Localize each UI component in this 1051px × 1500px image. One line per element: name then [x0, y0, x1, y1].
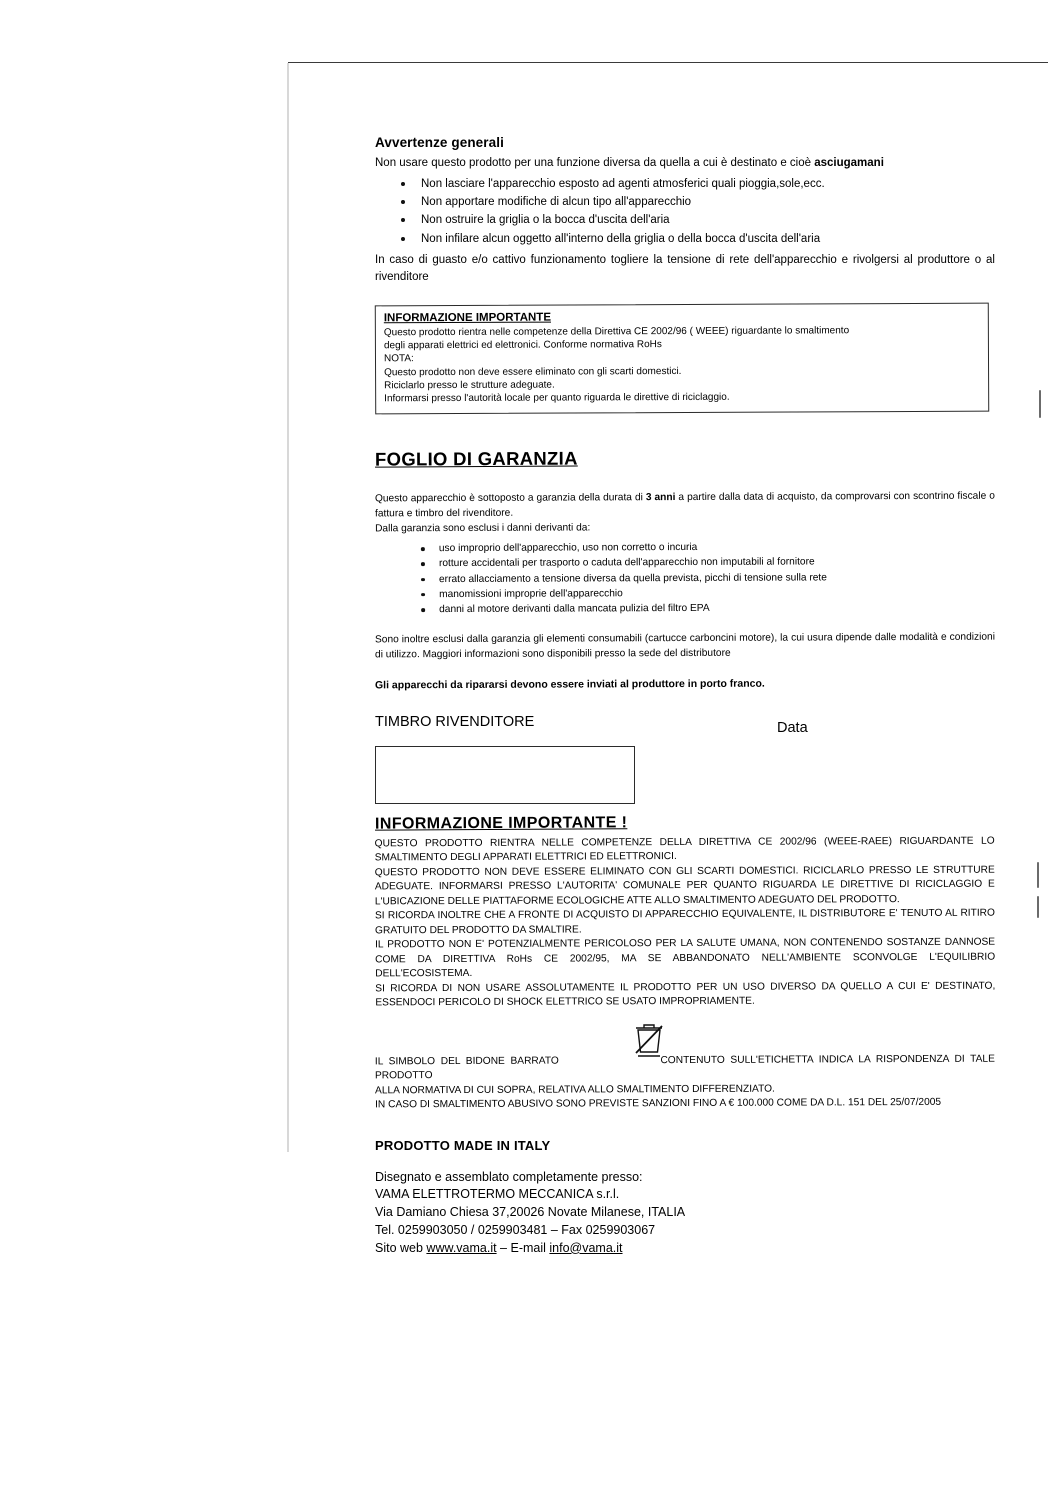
general-warnings-heading: Avvertenze generali — [375, 135, 504, 150]
scan-artifact-upper — [1039, 390, 1041, 418]
scan-artifact-lower-1 — [1037, 862, 1039, 888]
web-prefix: Sito web — [375, 1240, 427, 1255]
list-item: errato allacciamento a tensione diversa da quella prevista, picchi di tensione sulla rete — [375, 569, 995, 587]
warranty-duration: 3 anni — [645, 492, 676, 504]
warranty-intro-a: Questo apparecchio è sottoposto a garanzia della durata di — [374, 492, 646, 505]
address-line-2: Via Damiano Chiesa 37,20026 Novate Milanese, ITALIA — [375, 1205, 686, 1220]
address-line-1: Disegnato e assemblato completamente presso: — [375, 1169, 643, 1184]
list-item: Non apportare modifiche di alcun tipo all'apparecchio — [375, 194, 995, 211]
dealer-stamp-box — [375, 746, 635, 804]
list-item: manomissioni improprie dell'apparecchio — [375, 584, 995, 602]
scan-artifact-lower-2 — [1037, 896, 1039, 918]
important-information-box — [375, 303, 989, 415]
warranty-intro-c: a partire dalla data di acquisto, da comprovarsi con scontrino fiscale o fattura e timbro del rivenditore. — [374, 491, 995, 520]
warranty-exclusions-list — [375, 538, 995, 617]
list-item: Non infilare alcun oggetto all'interno della griglia o della bocca d'uscita dell'aria — [375, 231, 995, 248]
page-content — [375, 135, 995, 1257]
info-box-nota-2: Riciclarlo presso le strutture adeguate. — [384, 379, 555, 392]
list-item: rotture accidentali per trasporto o caduta dell'apparecchio non imputabili al fornitore — [375, 554, 995, 572]
general-warnings-intro — [375, 156, 995, 172]
warranty-intro — [375, 490, 995, 537]
made-in-italy-heading: PRODOTTO MADE IN ITALY — [375, 1137, 551, 1153]
web-email-line — [375, 1240, 995, 1258]
warranty-heading: FOGLIO DI GARANZIA — [374, 448, 578, 471]
warranty-shipping-note: Gli apparecchi da ripararsi devono essere inviati al produttore in porto franco. — [374, 677, 765, 692]
symbol-suffix: CONTENUTO SULL'ETICHETTA INDICA LA RISPONDENZA DI TALE PRODOTTO — [374, 1053, 995, 1082]
paragraph: SI RICORDA DI NON USARE ASSOLUTAMENTE IL PRODOTTO PER UN USO DIVERSO DA QUELLO A CUI E' DESTINATO, ESSENDOCI PERICOLO DI SHOCK ELETTRICO SE USATO IMPROPRIAMENTE. — [375, 980, 996, 1009]
warranty-exclusions-lead: Dalla garanzia sono esclusi i danni derivanti da: — [375, 522, 591, 535]
paragraph: IL PRODOTTO NON E' POTENZIALMENTE PERICOLOSO PER LA SALUTE UMANA, NON CONTENENDO SOSTANZE DANNOSE COME DA DIRETTIVA RoHs CE 2002/95, MA SE ABBANDONATO NELL'AMBIENTE SCONVOLGE L'EQUILIBRIO DELL'ECOSISTEMA. — [375, 936, 996, 980]
paragraph: QUESTO PRODOTTO RIENTRA NELLE COMPETENZE DELLA DIRETTIVA CE 2002/96 (WEEE-RAEE) RIGUARDANTE LO SMALTIMENTO DEGLI APPARATI ELETTRICI ED ELETTRONICI. — [374, 835, 995, 864]
company-name: VAMA ELETTROTERMO MECCANICA s.r.l. — [375, 1187, 620, 1202]
info-box-line-2: degli apparati elettrici ed elettronici. Conforme normativa RoHs — [383, 339, 662, 352]
phone-fax-line: Tel. 0259903050 / 0259903481 – Fax 0259903067 — [375, 1222, 656, 1237]
website-link[interactable]: www.vama.it — [426, 1240, 497, 1255]
general-warnings-closing: In caso di guasto e/o cattivo funzionamento togliere la tensione di rete dell'apparecchio e rivolgersi al produttore o al rivenditore — [375, 253, 995, 284]
info-box-nota-label: NOTA: — [383, 353, 414, 366]
general-warnings-list — [375, 176, 995, 248]
symbol-line-2: ALLA NORMATIVA DI CUI SOPRA, RELATIVA ALLO SMALTIMENTO DIFFERENZIATO. — [375, 1083, 775, 1097]
important-info-heading: INFORMAZIONE IMPORTANTE ! — [374, 814, 628, 833]
important-info-body — [375, 835, 996, 1012]
email-link[interactable]: info@vama.it — [549, 1240, 623, 1255]
symbol-line-1 — [375, 1052, 995, 1084]
dealer-stamp-label: TIMBRO RIVENDITORE — [375, 713, 535, 730]
intro-bold: asciugamani — [814, 157, 884, 169]
list-item: Non ostruire la griglia o la bocca d'uscita dell'aria — [375, 212, 995, 229]
info-box-nota-3: Informarsi presso l'autorità locale per quanto riguarda le direttive di riciclaggio. — [384, 392, 730, 405]
symbol-explanation — [375, 1052, 995, 1113]
list-item: uso improprio dell'apparecchio, uso non corretto o incuria — [375, 538, 995, 556]
paragraph: SI RICORDA INOLTRE CHE A FRONTE DI ACQUISTO DI APPARECCHIO EQUIVALENTE, IL DISTRIBUTORE E' TENUTO AL RITIRO GRATUITO DEL PRODOTTO DA SMALTIRE. — [374, 907, 995, 937]
info-box-nota-1: Questo prodotto non deve essere eliminato con gli scarti domestici. — [384, 365, 682, 379]
intro-text: Non usare questo prodotto per una funzione diversa da quella a cui è destinato e cioè — [375, 157, 815, 169]
list-item: danni al motore derivanti dalla mancata pulizia del filtro EPA — [375, 600, 995, 618]
symbol-line-3: IN CASO DI SMALTIMENTO ABUSIVO SONO PREVISTE SANZIONI FINO A € 100.000 COME DA D.L. 151 DEL 25/07/2005 — [375, 1097, 942, 1111]
paragraph: QUESTO PRODOTTO NON DEVE ESSERE ELIMINATO CON GLI SCARTI DOMESTICI. RICICLARLO PRESSO LE STRUTTURE ADEGUATE. INFORMARSI PRESSO L'AUTORITA' COMUNALE PER QUANTO RIGUARDA LE DIRETTIVE DI RICICLAGGIO E L'UBICAZIONE DELLE PIATTAFORME ECOLOGICHE ATTE ALLO SMALTIMENTO ADEGUATO DEL PRODOTTO. — [374, 864, 995, 908]
symbol-prefix: IL SIMBOLO DEL BIDONE BARRATO — [374, 1055, 559, 1068]
scanned-page — [288, 62, 1048, 1255]
stamp-row — [375, 714, 995, 744]
email-mid: – E-mail — [496, 1240, 550, 1255]
warranty-consumables-note: Sono inoltre esclusi dalla garanzia gli elementi consumabili (cartucce carboncini motore), la cui usura dipende dalle modalità e condizioni di utilizzo. Maggiori informazioni sono disponibili presso la sede del distributore — [374, 631, 995, 661]
date-label: Data — [777, 719, 808, 736]
list-item: Non lasciare l'apparecchio esposto ad agenti atmosferici quali pioggia,sole,ecc. — [375, 176, 995, 193]
info-box-title: INFORMAZIONE IMPORTANTE — [383, 311, 552, 325]
info-box-line-1: Questo prodotto rientra nelle competenze della Direttiva CE 2002/96 ( WEEE) riguardante lo smaltimento — [383, 325, 850, 339]
manufacturer-address — [375, 1169, 995, 1258]
